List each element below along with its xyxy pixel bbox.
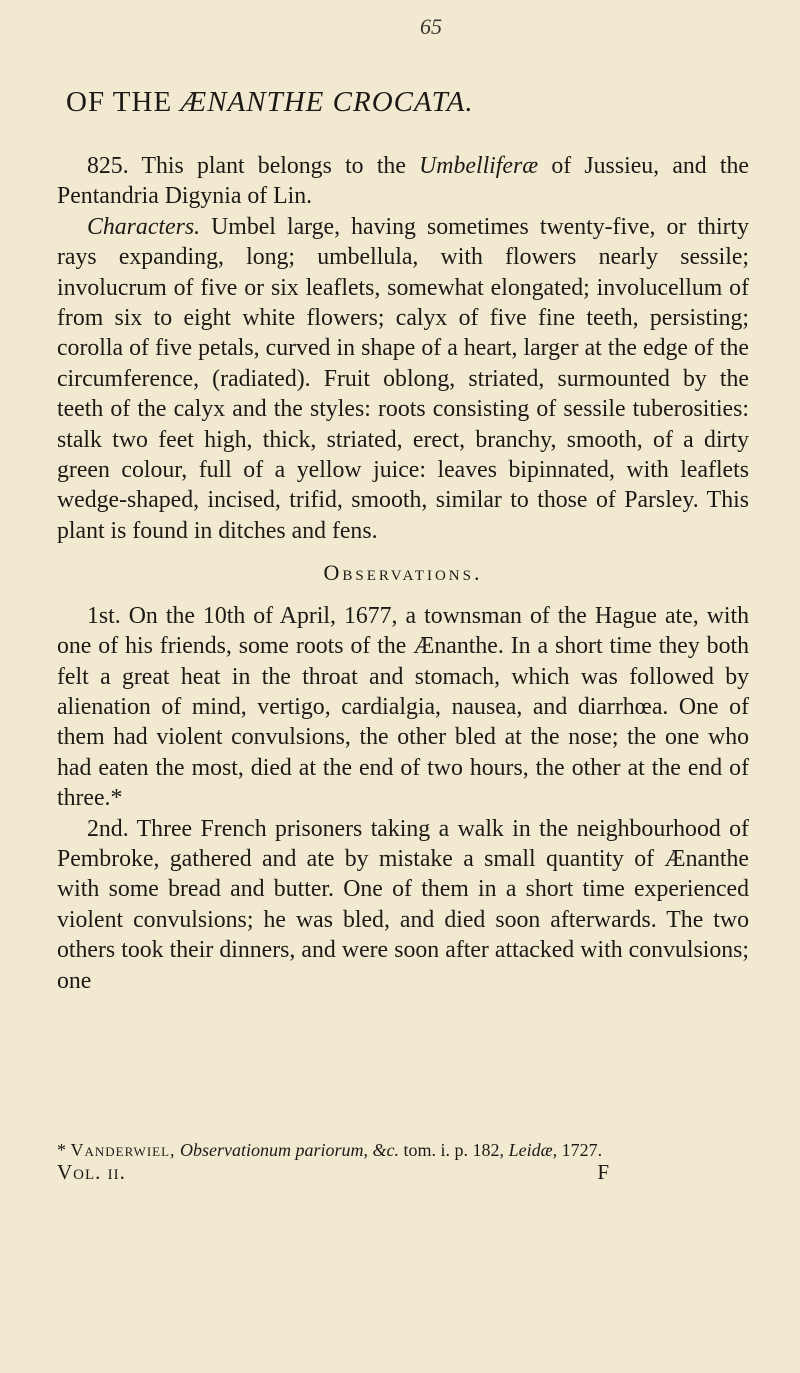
chapter-title bbox=[66, 86, 746, 119]
footnote-ref: tom. i. p. 182, bbox=[399, 1140, 509, 1160]
footnote-year: 1727. bbox=[557, 1140, 603, 1160]
characters-label: Characters. bbox=[87, 213, 201, 240]
footnote bbox=[57, 1139, 757, 1161]
page-number: 65 bbox=[420, 14, 442, 39]
chapter-title-plant-name: ÆNANTHE CROCATA. bbox=[180, 86, 474, 118]
observation-2: 2nd. Three French prisoners taking a walk in the neighbourhood of Pembroke, gathered and ate by mistake a small quantity of Ænanthe with some bread and butter. One of them in a short time experienced violent convulsions; he was bled, and died soon afterwards. The two others took their dinners, and were soon after attacked with convulsions; one bbox=[57, 815, 749, 994]
body-text bbox=[57, 151, 749, 996]
volume-label: Vol. ii. bbox=[57, 1160, 126, 1184]
paragraph-characters: Characters. Umbel large, having sometimes twenty-five, or thirty rays expanding, long; umbellula, with flowers nearly sessile; involucrum of five or six leaflets, somewhat elongated; involucellum of from six to eight white flowers; calyx of five fine teeth, persisting; corolla of five petals, curved in shape of a heart, larger at the edge of the circumference, (radiated). Fruit oblong, striated, surmounted by the teeth of the calyx and the styles: roots consisting of sessile tuberosities: stalk two feet high, thick, striated, erect, branchy, smooth, of a dirty green colour, full of a yellow juice: leaves bipinnated, with leaflets wedge-shaped, incised, trifid, smooth, similar to those of Parsley. This plant is found in ditches and fens. bbox=[57, 213, 749, 544]
chapter-title-prefix: OF THE bbox=[66, 86, 181, 118]
signature-line bbox=[57, 1160, 749, 1185]
footnote-mark: * bbox=[57, 1140, 71, 1160]
footnote-place: Leidæ, bbox=[508, 1140, 558, 1160]
footnote-author: Vanderwiel, bbox=[70, 1140, 176, 1160]
observations-heading: Observations. bbox=[323, 560, 483, 586]
paragraph-825: 825. This plant belongs to the Umbelliferæ of Jussieu, and the Pentandria Digynia of Lin. bbox=[57, 153, 749, 210]
signature-mark: F bbox=[597, 1160, 609, 1184]
family-name: Umbelliferæ bbox=[419, 153, 539, 179]
footnote-work: Observationum pariorum, &c. bbox=[175, 1140, 400, 1160]
observation-1: 1st. On the 10th of April, 1677, a townsman of the Hague ate, with one of his friends, some roots of the Ænanthe. In a short time they both felt a great heat in the throat and stomach, which was followed by alienation of mind, vertigo, cardialgia, nausea, and diarrhœa. One of them had violent convulsions, the other bled at the nose; the one who had eaten the most, died at the end of two hours, the other at the end of three.* bbox=[57, 602, 749, 812]
paragraph-number: 825. bbox=[87, 153, 129, 179]
